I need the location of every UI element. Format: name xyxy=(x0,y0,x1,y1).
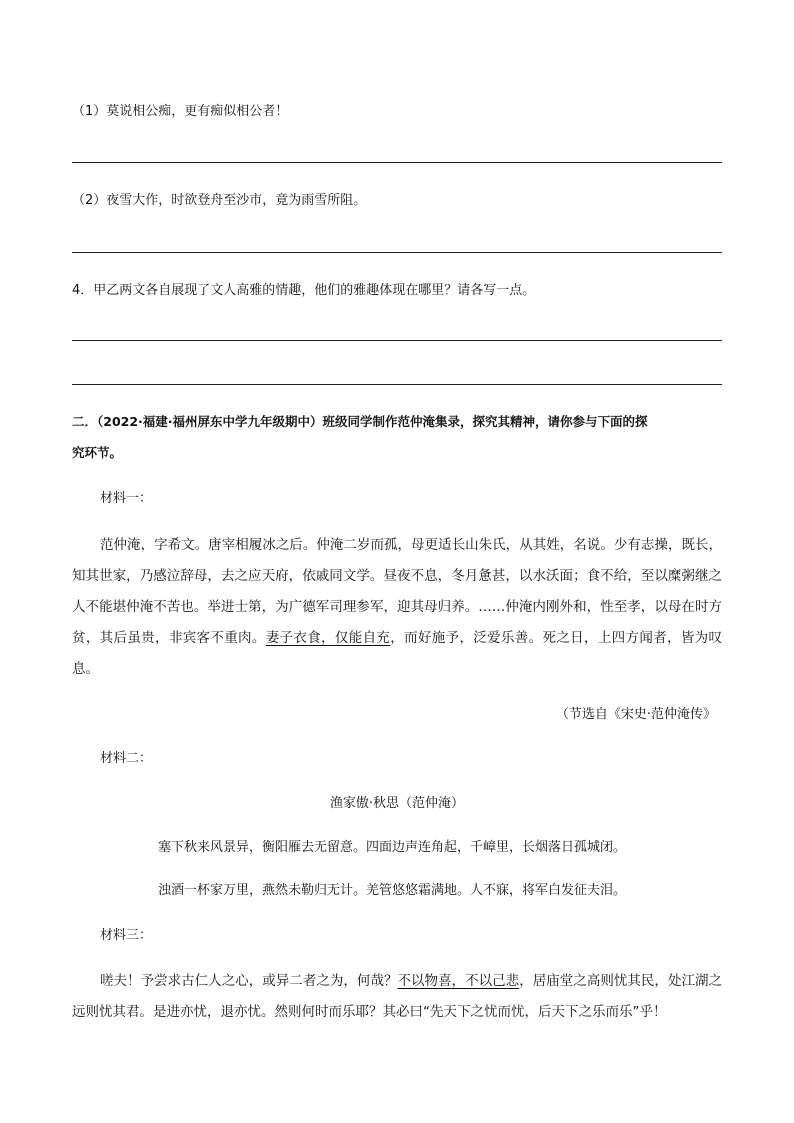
poem-line-1: 塞下秋来风景异，衡阳雁去无留意。四面边声连角起，千嶂里，长烟落日孤城闭。 xyxy=(158,840,627,855)
material-3-text xyxy=(72,966,722,1028)
section-2-heading: 二．（2022·福建·福州屏东中学九年级期中）班级同学制作范仲淹集录，探究其精神，请你参与下面的探 xyxy=(72,414,648,429)
question-3-item-2: （2）夜雪大作，时欲登舟至沙市，竟为雨雪所阻。 xyxy=(72,193,367,208)
material-1-text-part: 范仲淹，字希文。唐宰相履冰之后。仲淹二岁而孤，母更适长山朱氏，从其姓，名说。少有志操，既长，知其世家，乃感泣辞母，去之应天府，依戚同文学。昼夜不息，冬月惫甚，以水沃面；食不给，至以糜粥继之人不能堪仲淹不苦也。举进士第，为广德军司理参军，迎其母归养。……仲淹内刚外和，性至孝，以母在时方贫，其后虽贵，非宾客不重肉。 xyxy=(72,537,722,646)
answer-line[interactable] xyxy=(72,162,722,163)
material-1-text-part: ，而好施予，泛爱乐善。死之日，上四方闻者，皆为叹息。 xyxy=(72,630,723,677)
material-1-label: 材料一： xyxy=(100,491,153,506)
answer-line[interactable] xyxy=(72,252,722,253)
material-3-text-part: 嗟夫！予尝求古仁人之心，或异二者之为，何哉？ xyxy=(100,973,398,989)
material-1-underlined: 妻子衣食，仅能自充 xyxy=(265,630,391,646)
answer-line[interactable] xyxy=(72,340,722,341)
material-1-source: （节选自《宋史·范仲淹传》 xyxy=(555,707,716,722)
material-3-underlined: 不以物喜，不以己悲 xyxy=(397,973,520,989)
material-3-label: 材料三： xyxy=(100,928,153,943)
poem-title: 渔家傲·秋思（范仲淹） xyxy=(329,796,465,811)
material-1-text xyxy=(72,530,722,685)
answer-line[interactable] xyxy=(72,384,722,385)
material-2-label: 材料二： xyxy=(100,751,153,766)
poem-line-2: 浊酒一杯家万里，燕然未勒归无计。羌管悠悠霜满地。人不寐，将军白发征夫泪。 xyxy=(158,883,627,898)
section-2-heading-cont: 究环节。 xyxy=(72,445,123,460)
question-4: 4．甲乙两文各自展现了文人高雅的情趣，他们的雅趣体现在哪里？请各写一点。 xyxy=(72,283,536,298)
question-3-item-1: （1）莫说相公痴，更有痴似相公者！ xyxy=(72,104,289,119)
material-3-text-part: ，居庙堂之高则忧其民，处江湖之远则忧其君。是进亦忧，退亦忧。然则何时而乐耶？其必曰“先天下之忧而忧，后天下之乐而乐”乎！ xyxy=(72,973,723,1020)
